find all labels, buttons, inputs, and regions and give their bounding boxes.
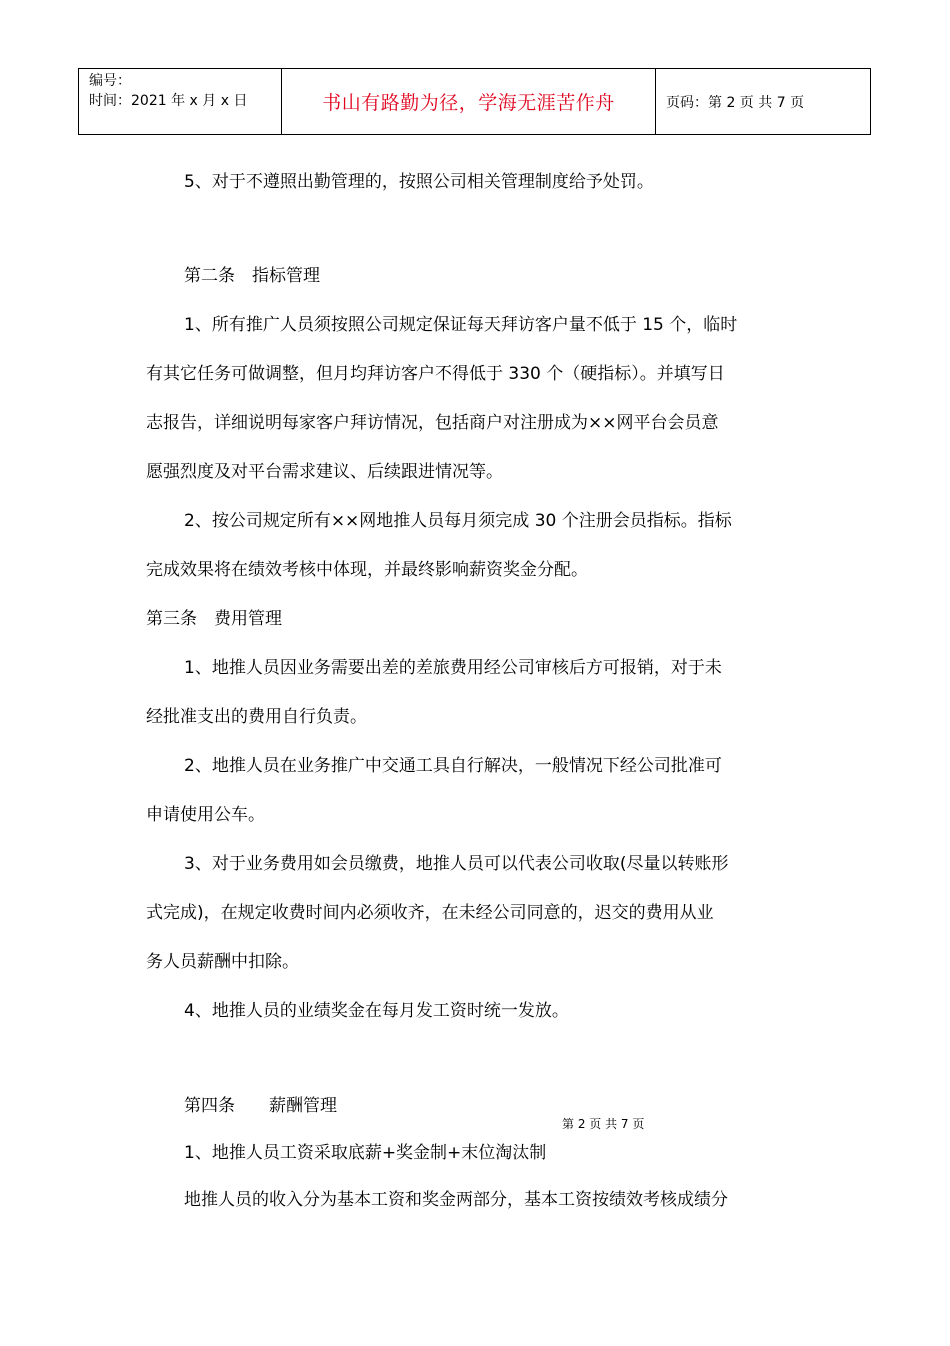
header-motto: 书山有路勤为径，学海无涯苦作舟 xyxy=(322,92,615,114)
section-heading: 第二条 指标管理 xyxy=(184,266,320,286)
header-meta-cell xyxy=(79,69,282,134)
paragraph-line: 愿强烈度及对平台需求建议、后续跟进情况等。 xyxy=(146,462,503,482)
paragraph-line: 2、地推人员在业务推广中交通工具自行解决，一般情况下经公司批准可 xyxy=(184,756,722,776)
header-motto-cell xyxy=(282,69,656,134)
paragraph-line: 地推人员的收入分为基本工资和奖金两部分，基本工资按绩效考核成绩分 xyxy=(184,1190,728,1210)
document-number-label: 编号： xyxy=(89,73,131,89)
header-page-label: 页码：第 2 页 共 7 页 xyxy=(666,94,805,111)
header-table xyxy=(78,68,871,135)
document-time-label: 时间：2021 年 x 月 x 日 xyxy=(89,93,248,109)
paragraph-line: 5、对于不遵照出勤管理的，按照公司相关管理制度给予处罚。 xyxy=(184,172,654,192)
paragraph-line: 有其它任务可做调整，但月均拜访客户不得低于 330 个（硬指标）。并填写日 xyxy=(146,364,725,384)
paragraph-line: 式完成)，在规定收费时间内必须收齐，在未经公司同意的，迟交的费用从业 xyxy=(146,903,714,923)
paragraph-line: 务人员薪酬中扣除。 xyxy=(146,952,299,972)
paragraph-line: 1、所有推广人员须按照公司规定保证每天拜访客户量不低于 15 个，临时 xyxy=(184,315,738,335)
section-heading: 第三条 费用管理 xyxy=(146,609,282,629)
footer-page-indicator: 第 2 页 共 7 页 xyxy=(562,1117,645,1131)
paragraph-line: 申请使用公车。 xyxy=(146,805,265,825)
paragraph-line: 志报告，详细说明每家客户拜访情况，包括商户对注册成为××网平台会员意 xyxy=(146,413,719,433)
paragraph-line: 完成效果将在绩效考核中体现，并最终影响薪资奖金分配。 xyxy=(146,560,588,580)
paragraph-line: 3、对于业务费用如会员缴费，地推人员可以代表公司收取(尽量以转账形 xyxy=(184,854,729,874)
paragraph-line: 经批准支出的费用自行负责。 xyxy=(146,707,367,727)
paragraph-line: 1、地推人员工资采取底薪+奖金制+末位淘汰制 xyxy=(184,1143,547,1163)
paragraph-line: 4、地推人员的业绩奖金在每月发工资时统一发放。 xyxy=(184,1001,569,1021)
paragraph-line: 2、按公司规定所有××网地推人员每月须完成 30 个注册会员指标。指标 xyxy=(184,511,732,531)
section-heading: 第四条 薪酬管理 xyxy=(184,1096,337,1116)
header-page-cell xyxy=(656,69,870,134)
paragraph-line: 1、地推人员因业务需要出差的差旅费用经公司审核后方可报销，对于未 xyxy=(184,658,722,678)
